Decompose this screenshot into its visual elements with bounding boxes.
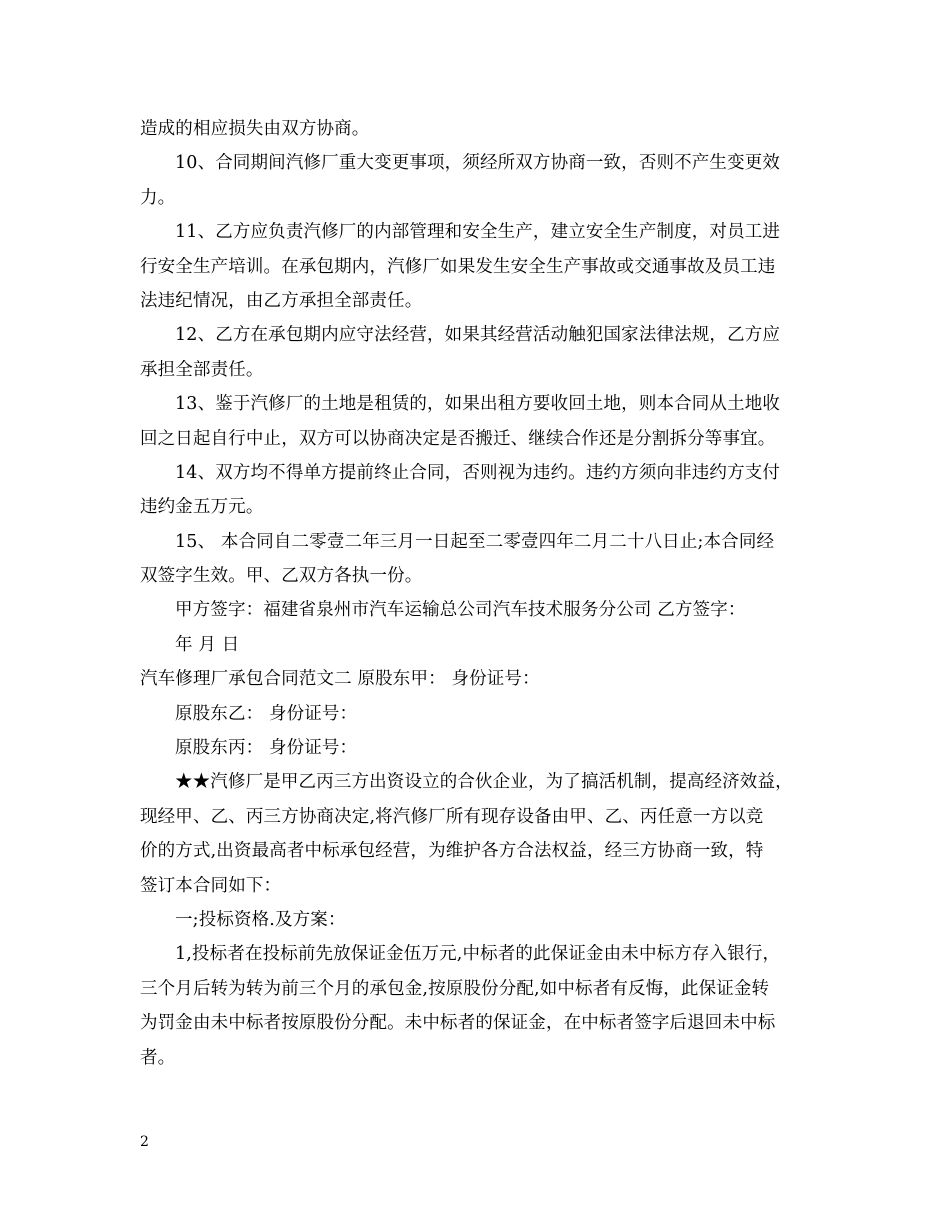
text-line: 10、合同期间汽修厂重大变更事项，须经所双方协商一致，否则不产生变更效: [175, 153, 781, 174]
text-line: 12、乙方在承包期内应守法经营，如果其经营活动触犯国家法律法规，乙方应: [175, 325, 781, 346]
text-line: 承担全部责任。: [140, 359, 264, 380]
text-line: 为罚金由未中标者按原股份分配。未中标者的保证金，在中标者签字后退回未中标: [140, 1013, 776, 1034]
text-line: 现经甲、乙、丙三方协商决定,将汽修厂所有现存设备由甲、乙、丙任意一方以竞: [140, 806, 764, 827]
text-line: 法违纪情况，由乙方承担全部责任。: [140, 290, 423, 311]
text-line: ★★汽修厂是甲乙丙三方出资设立的合伙企业，为了搞活机制，提高经济效益，: [175, 772, 793, 793]
text-line: 双签字生效。甲、乙双方各执一份。: [140, 566, 423, 587]
text-line: 三个月后转为转为前三个月的承包金,按原股份分配,如中标者有反悔，此保证金转: [140, 978, 770, 999]
text-line: 1,投标者在投标前先放保证金伍万元,中标者的此保证金由未中标方存入银行，: [175, 944, 781, 965]
text-line: 15、 本合同自二零壹二年三月一日起至二零壹四年二月二十八日止;本合同经: [175, 531, 775, 552]
text-line: 一;投标资格.及方案：: [175, 909, 346, 930]
text-line: 汽车修理厂承包合同范文二 原股东甲： 身份证号：: [140, 669, 540, 690]
text-line: 签订本合同如下：: [140, 875, 282, 896]
text-line: 14、双方均不得单方提前终止合同，否则视为违约。违约方须向非违约方支付: [175, 462, 781, 483]
text-line: 违约金五万元。: [140, 497, 264, 518]
text-line: 回之日起自行中止，双方可以协商决定是否搬迁、继续合作还是分割拆分等事宜。: [140, 428, 776, 449]
text-line: 年 月 日: [175, 634, 240, 655]
text-line: 力。: [140, 187, 176, 208]
text-line: 价的方式,出资最高者中标承包经营，为维护各方合法权益，经三方协商一致，特: [140, 841, 764, 862]
document-body: [140, 112, 820, 1075]
text-line: 甲方签字：福建省泉州市汽车运输总公司汽车技术服务分公司 乙方签字：: [175, 600, 746, 621]
text-line: 原股东乙： 身份证号：: [175, 703, 358, 724]
text-line: 11、乙方应负责汽修厂的内部管理和安全生产，建立安全生产制度，对员工进: [175, 222, 781, 243]
text-line: 原股东丙： 身份证号：: [175, 738, 358, 759]
page-number: 2: [140, 1134, 149, 1150]
text-line: 造成的相应损失由双方协商。: [140, 119, 370, 139]
text-line: 行安全生产培训。在承包期内，汽修厂如果发生安全生产事故或交通事故及员工违: [140, 256, 776, 277]
text-line: 13、鉴于汽修厂的土地是租赁的，如果出租方要收回土地，则本合同从土地收: [175, 394, 781, 415]
text-line: 者。: [140, 1047, 176, 1068]
